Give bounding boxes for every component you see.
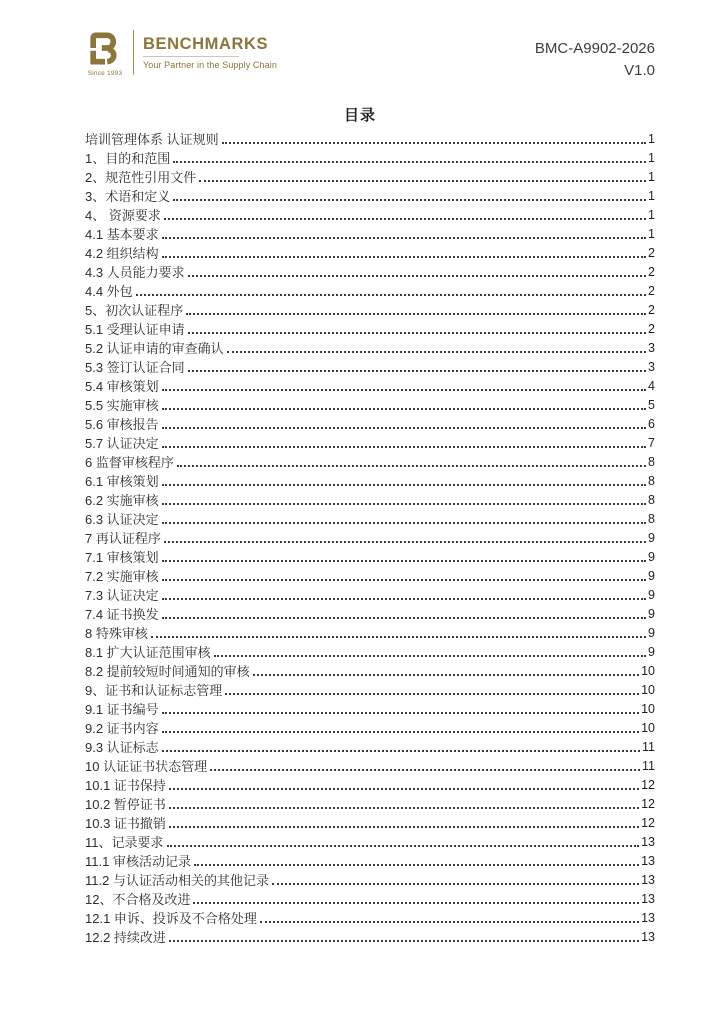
toc-dot-leader bbox=[162, 237, 646, 239]
toc-dot-leader bbox=[167, 845, 640, 847]
toc-dot-leader bbox=[188, 370, 646, 372]
toc-entry bbox=[85, 148, 655, 167]
toc-entry bbox=[85, 737, 655, 756]
toc-dot-leader bbox=[162, 560, 646, 562]
logo-text-block bbox=[134, 28, 277, 77]
toc-dot-leader bbox=[227, 351, 646, 353]
toc-entry bbox=[85, 889, 655, 908]
toc-entry-label: 9.3 认证标志 bbox=[85, 740, 159, 755]
toc-entry bbox=[85, 490, 655, 509]
toc-entry-label: 6.3 认证决定 bbox=[85, 512, 159, 527]
toc-entry bbox=[85, 813, 655, 832]
toc-dot-leader bbox=[173, 161, 646, 163]
toc-dot-leader bbox=[162, 427, 646, 429]
toc-entry bbox=[85, 509, 655, 528]
toc-entry-label: 培训管理体系 认证规则 bbox=[85, 132, 219, 147]
toc-entry bbox=[85, 262, 655, 281]
toc-dot-leader bbox=[194, 864, 639, 866]
toc-dot-leader bbox=[225, 693, 639, 695]
toc-dot-leader bbox=[186, 313, 646, 315]
toc-entry-page: 2 bbox=[648, 322, 655, 336]
toc-entry-label: 10.3 证书撤销 bbox=[85, 816, 166, 831]
page-header bbox=[85, 28, 655, 88]
toc-entry-page: 13 bbox=[641, 835, 655, 849]
toc-entry-label: 8.2 提前较短时间通知的审核 bbox=[85, 664, 250, 679]
toc-entry bbox=[85, 870, 655, 889]
toc-entry-label: 5.1 受理认证申请 bbox=[85, 322, 185, 337]
toc-entry bbox=[85, 661, 655, 680]
toc-entry-page: 9 bbox=[648, 607, 655, 621]
toc-dot-leader bbox=[164, 541, 646, 543]
toc-entry-label: 5.6 审核报告 bbox=[85, 417, 159, 432]
toc-entry-page: 8 bbox=[648, 455, 655, 469]
toc-entry-page: 13 bbox=[641, 911, 655, 925]
toc-entry bbox=[85, 338, 655, 357]
toc-dot-leader bbox=[193, 902, 639, 904]
toc-dot-leader bbox=[199, 180, 646, 182]
toc-dot-leader bbox=[162, 446, 646, 448]
toc-dot-leader bbox=[162, 598, 646, 600]
toc-entry-label: 7.1 审核策划 bbox=[85, 550, 159, 565]
toc-entry-page: 13 bbox=[641, 892, 655, 906]
benchmarks-b-logo-icon bbox=[85, 28, 125, 68]
toc-entry bbox=[85, 186, 655, 205]
toc-entry-page: 9 bbox=[648, 626, 655, 640]
toc-entry-label: 5.5 实施审核 bbox=[85, 398, 159, 413]
toc-entry-page: 12 bbox=[641, 778, 655, 792]
toc-entry-page: 11 bbox=[642, 759, 655, 773]
toc-entry-page: 10 bbox=[641, 664, 655, 678]
toc-entry-page: 12 bbox=[641, 816, 655, 830]
toc-title: 目录 bbox=[343, 107, 376, 124]
brand-name: BENCHMARKS bbox=[143, 34, 269, 53]
toc-entry-page: 1 bbox=[648, 227, 655, 241]
toc-dot-leader bbox=[162, 256, 646, 258]
toc-entry bbox=[85, 851, 655, 870]
toc-entry-page: 9 bbox=[648, 569, 655, 583]
toc-entry-page: 10 bbox=[641, 683, 655, 697]
logo-vertical-divider bbox=[133, 30, 134, 75]
toc-entry-page: 2 bbox=[648, 303, 655, 317]
toc-entry-page: 10 bbox=[641, 702, 655, 716]
toc-dot-leader bbox=[188, 332, 646, 334]
logo-horizontal-divider bbox=[143, 56, 239, 57]
toc-entry-page: 3 bbox=[648, 360, 655, 374]
toc-entry-page: 8 bbox=[648, 474, 655, 488]
toc-entry-label: 10.1 证书保持 bbox=[85, 778, 166, 793]
toc-entry-label: 9.1 证书编号 bbox=[85, 702, 159, 717]
toc-dot-leader bbox=[173, 199, 646, 201]
toc-entry-label: 9、证书和认证标志管理 bbox=[85, 683, 223, 698]
toc-entry bbox=[85, 756, 655, 775]
toc-entry bbox=[85, 623, 655, 642]
toc-entry-page: 8 bbox=[648, 493, 655, 507]
toc-entry bbox=[85, 205, 655, 224]
toc-entry bbox=[85, 281, 655, 300]
toc-dot-leader bbox=[253, 674, 639, 676]
toc-entry bbox=[85, 357, 655, 376]
toc-entry bbox=[85, 547, 655, 566]
toc-entry-label: 12、不合格及改进 bbox=[85, 892, 191, 907]
toc-dot-leader bbox=[188, 275, 646, 277]
toc-dot-leader bbox=[169, 940, 639, 942]
toc-dot-leader bbox=[214, 655, 646, 657]
toc-entry-page: 4 bbox=[648, 379, 655, 393]
toc-entry-page: 13 bbox=[641, 930, 655, 944]
toc-entry-label: 10.2 暂停证书 bbox=[85, 797, 166, 812]
toc-entry-page: 7 bbox=[648, 436, 655, 450]
toc-entry-page: 2 bbox=[648, 284, 655, 298]
toc-entry-label: 2、规范性引用文件 bbox=[85, 170, 197, 185]
toc-entry-label: 5、初次认证程序 bbox=[85, 303, 184, 318]
toc-entry bbox=[85, 832, 655, 851]
toc-dot-leader bbox=[162, 522, 646, 524]
toc-entry-label: 7.4 证书换发 bbox=[85, 607, 159, 622]
toc-entry-label: 12.2 持续改进 bbox=[85, 930, 166, 945]
toc-entry-label: 4.4 外包 bbox=[85, 284, 133, 299]
toc-entry bbox=[85, 528, 655, 547]
brand-tagline: Your Partner in the Supply Chain bbox=[143, 60, 277, 71]
benchmarks-logo bbox=[85, 28, 277, 77]
toc-entry bbox=[85, 167, 655, 186]
toc-entry-page: 1 bbox=[648, 170, 655, 184]
toc-entry-page: 1 bbox=[648, 189, 655, 203]
toc-entry bbox=[85, 794, 655, 813]
toc-entry-page: 9 bbox=[648, 645, 655, 659]
toc-entry-label: 7 再认证程序 bbox=[85, 531, 161, 546]
toc-entry-label: 1、目的和范围 bbox=[85, 151, 171, 166]
toc-dot-leader bbox=[169, 807, 639, 809]
toc-entry-label: 8.1 扩大认证范围审核 bbox=[85, 645, 211, 660]
toc-entry bbox=[85, 775, 655, 794]
toc-entry bbox=[85, 319, 655, 338]
toc-entry-label: 9.2 证书内容 bbox=[85, 721, 159, 736]
toc-entry-label: 5.7 认证决定 bbox=[85, 436, 159, 451]
toc-dot-leader bbox=[162, 712, 639, 714]
document-version: V1.0 bbox=[624, 62, 655, 79]
toc-entry-page: 10 bbox=[641, 721, 655, 735]
logo-since-text: Since 1993 bbox=[87, 70, 123, 77]
toc-entry bbox=[85, 927, 655, 946]
toc-entry-label: 11、记录要求 bbox=[85, 835, 164, 850]
toc-entry-page: 3 bbox=[648, 341, 655, 355]
toc-entry bbox=[85, 395, 655, 414]
toc-entry bbox=[85, 642, 655, 661]
toc-entry bbox=[85, 699, 655, 718]
toc-dot-leader bbox=[162, 389, 646, 391]
toc-dot-leader bbox=[272, 883, 639, 885]
toc-entry bbox=[85, 414, 655, 433]
toc-entry bbox=[85, 908, 655, 927]
toc-entry bbox=[85, 604, 655, 623]
toc-entry bbox=[85, 300, 655, 319]
toc-list bbox=[85, 129, 655, 946]
toc-dot-leader bbox=[222, 142, 646, 144]
toc-dot-leader bbox=[151, 636, 646, 638]
toc-entry-label: 6.1 审核策划 bbox=[85, 474, 159, 489]
toc-entry-label: 7.2 实施审核 bbox=[85, 569, 159, 584]
toc-entry-label: 7.3 认证决定 bbox=[85, 588, 159, 603]
toc-entry-label: 4、 资源要求 bbox=[85, 208, 161, 223]
toc-entry-page: 9 bbox=[648, 550, 655, 564]
toc-entry bbox=[85, 585, 655, 604]
toc-entry bbox=[85, 718, 655, 737]
toc-entry-label: 5.4 审核策划 bbox=[85, 379, 159, 394]
toc-entry-page: 13 bbox=[641, 873, 655, 887]
toc-entry bbox=[85, 129, 655, 148]
toc-entry bbox=[85, 224, 655, 243]
toc-entry-page: 8 bbox=[648, 512, 655, 526]
toc-entry-page: 1 bbox=[648, 208, 655, 222]
toc-entry bbox=[85, 471, 655, 490]
toc-dot-leader bbox=[210, 769, 640, 771]
toc-entry-label: 12.1 申诉、投诉及不合格处理 bbox=[85, 911, 257, 926]
toc-dot-leader bbox=[162, 617, 646, 619]
toc-dot-leader bbox=[162, 579, 646, 581]
logo-mark-wrap bbox=[85, 28, 133, 77]
toc-entry bbox=[85, 376, 655, 395]
toc-dot-leader bbox=[162, 503, 646, 505]
toc-entry-label: 10 认证证书状态管理 bbox=[85, 759, 208, 774]
toc-entry-label: 11.1 审核活动记录 bbox=[85, 854, 191, 869]
toc-dot-leader bbox=[260, 921, 639, 923]
toc-dot-leader bbox=[162, 750, 640, 752]
toc-entry-page: 1 bbox=[648, 132, 655, 146]
toc-entry-page: 13 bbox=[641, 854, 655, 868]
toc-entry-page: 6 bbox=[648, 417, 655, 431]
toc-dot-leader bbox=[164, 218, 646, 220]
toc-entry-label: 3、术语和定义 bbox=[85, 189, 171, 204]
document-code: BMC-A9902-2026 bbox=[534, 40, 655, 57]
toc-dot-leader bbox=[169, 788, 639, 790]
toc-entry-page: 2 bbox=[648, 265, 655, 279]
toc-entry-page: 2 bbox=[648, 246, 655, 260]
toc-dot-leader bbox=[162, 408, 646, 410]
toc-dot-leader bbox=[162, 731, 639, 733]
toc-entry bbox=[85, 433, 655, 452]
toc-entry-page: 11 bbox=[642, 740, 655, 754]
toc-dot-leader bbox=[136, 294, 646, 296]
toc-entry-label: 6 监督审核程序 bbox=[85, 455, 174, 470]
toc-dot-leader bbox=[169, 826, 639, 828]
toc-dot-leader bbox=[162, 484, 646, 486]
toc-entry-label: 4.2 组织结构 bbox=[85, 246, 159, 261]
toc-entry bbox=[85, 243, 655, 262]
toc-entry bbox=[85, 680, 655, 699]
toc-entry-label: 6.2 实施审核 bbox=[85, 493, 159, 508]
toc-entry-page: 5 bbox=[648, 398, 655, 412]
toc-entry bbox=[85, 566, 655, 585]
toc-entry-page: 9 bbox=[648, 531, 655, 545]
toc-entry-label: 4.1 基本要求 bbox=[85, 227, 159, 242]
toc-entry-label: 5.2 认证申请的审查确认 bbox=[85, 341, 224, 356]
toc-entry bbox=[85, 452, 655, 471]
toc-entry-label: 8 特殊审核 bbox=[85, 626, 148, 641]
toc-entry-page: 1 bbox=[648, 151, 655, 165]
document-id-block bbox=[535, 38, 655, 82]
toc-entry-label: 4.3 人员能力要求 bbox=[85, 265, 185, 280]
toc-dot-leader bbox=[177, 465, 646, 467]
toc-entry-label: 5.3 签订认证合同 bbox=[85, 360, 185, 375]
toc-entry-page: 9 bbox=[648, 588, 655, 602]
toc-entry-label: 11.2 与认证活动相关的其他记录 bbox=[85, 873, 269, 888]
toc-entry-page: 12 bbox=[641, 797, 655, 811]
